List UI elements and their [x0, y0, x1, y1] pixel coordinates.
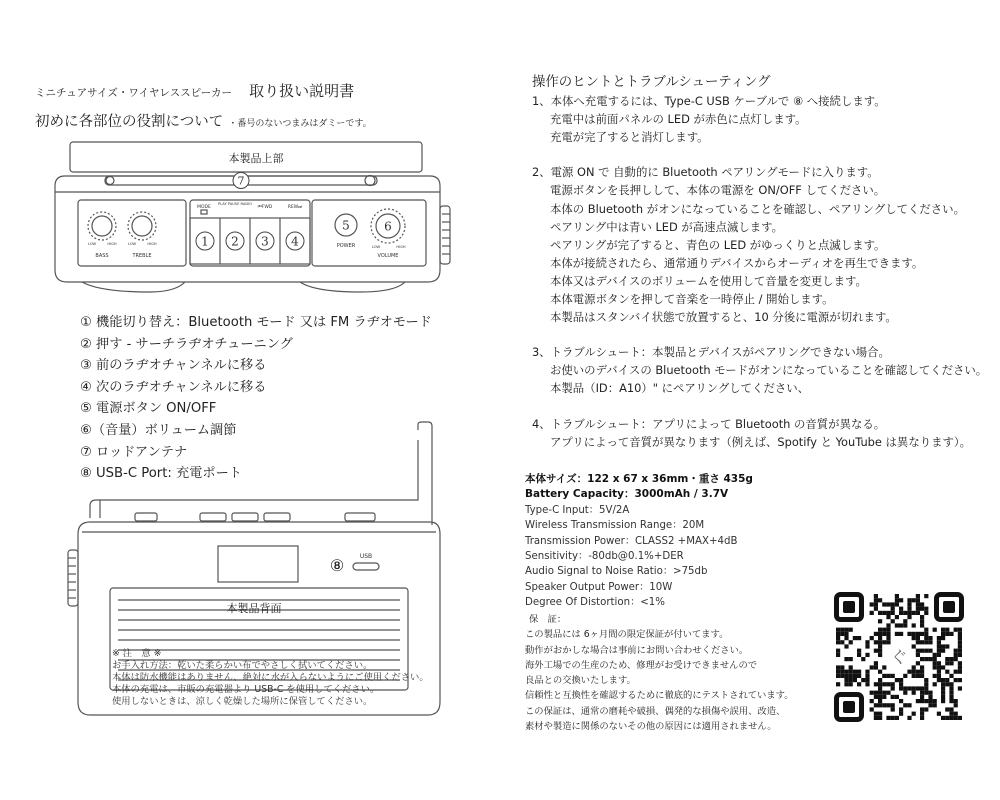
number-2: 2	[231, 234, 239, 249]
top-view-diagram	[0, 0, 480, 300]
number-1: 1	[201, 234, 209, 249]
spec-line: Audio Signal to Noise Ratio：>75db	[525, 566, 708, 578]
tip-line: 充電が完了すると消灯します。	[550, 130, 709, 145]
part-item: ① 機能切り替え：Bluetooth モード 又は FM ラヂオモード	[80, 315, 432, 330]
tip-heading: 4、トラブルシュート：アプリによって Bluetooth の音質が異なる。	[532, 416, 886, 431]
label-bass: BASS	[95, 253, 109, 259]
specs-block	[525, 472, 753, 611]
part-item: ② 押す - サーチラヂオチューニング	[80, 336, 293, 352]
spec-line: Sensitivity：-80db@0.1%+DER	[525, 551, 684, 563]
spec-line: Speaker Output Power：10W	[525, 581, 673, 593]
label-play: PLAY PAUSE RADIO	[218, 202, 252, 206]
tip-heading: 3、トラブルシュート：本製品とデバイスがペアリングできない場合。	[532, 345, 890, 360]
tip-line: 本体の Bluetooth がオンになっていることを確認し、ペアリングしてください。	[550, 201, 965, 216]
caution-line: 本体は防水機能はありません、絶対に水が入らないようにご使用ください。	[112, 672, 429, 683]
tip-line: 電源ボタンを長押しして、本体の電源を ON/OFF してください。	[550, 183, 886, 198]
caution-line: 本体の充電は、市販の充電器より USB-C を使用してください。	[112, 684, 380, 695]
warranty-line: この保証は、通常の磨耗や破損、偶発的な損傷や誤用、改造、	[525, 705, 786, 717]
spec-bold: 本体サイズ：122 x 67 x 36mm・重さ 435g	[525, 473, 753, 485]
caution-block	[112, 648, 429, 708]
usb-label: USB	[359, 553, 373, 560]
spec-line: Degree Of Distortion：<1%	[525, 597, 665, 609]
intro-note: ・番号のないつまみはダミーです。	[228, 119, 372, 129]
warranty-line: 良品との交換いたします。	[525, 675, 636, 687]
spec-line: Transmission Power：CLASS2 +MAX+4dB	[525, 535, 738, 547]
number-3: 3	[261, 234, 269, 249]
tip-heading: 1、本体へ充電するには、Type-C USB ケーブルで ⑧ へ接続します。	[532, 94, 886, 109]
label-mode: MODE	[197, 205, 211, 210]
tip-line: 本製品はスタンバイ状態で放置すると、10 分後に電源が切れます。	[550, 310, 897, 325]
number-4: 4	[291, 234, 299, 249]
label-volume-low: LOW	[371, 245, 381, 249]
tip-line: 充電中は前面パネルの LED が赤色に点灯します。	[550, 112, 807, 127]
tip-line: ペアリング中は青い LED が高速点滅します。	[550, 219, 783, 234]
label-power: POWER	[336, 243, 356, 249]
caution-title: ※ 注 意 ※	[112, 648, 162, 659]
tips-title: 操作のヒントとトラブルシューティング	[532, 75, 771, 90]
tip-line: ペアリングが完了すると、青色の LED がゆっくりと点滅します。	[550, 237, 886, 252]
tip-line: 本製品（ID：A10）" にペアリングしてください、	[550, 381, 810, 396]
label-prev: ⏮FWD	[257, 205, 273, 210]
part-item: ⑦ ロッドアンテナ	[80, 444, 188, 460]
number-6: 6	[384, 219, 392, 234]
part-item: ③ 前のラヂオチャンネルに移る	[80, 358, 267, 374]
tip-line: アプリによって音質が異なります（例えば、Spotify と YouTube は異なります）。	[550, 434, 971, 449]
label-volume-high: HIGH	[396, 245, 406, 249]
part-item: ⑥（音量）ボリューム調節	[80, 422, 237, 438]
number-7: 7	[237, 174, 245, 188]
caution-line: 使用しないときは、涼しく乾燥した場所に保管してください。	[112, 696, 373, 707]
warranty-line: 信頼性と互換性を確認するために徹底的にテストされています。	[525, 690, 794, 702]
manual-title: 取り扱い説明書	[249, 82, 355, 100]
usb-number: ⑧	[329, 556, 345, 575]
tips-section	[532, 74, 987, 451]
label-treble: TREBLE	[132, 253, 152, 259]
tip-line: 本体電源ボタンを押して音楽を一時停止 / 開始します。	[550, 292, 834, 307]
spec-bold: Battery Capacity：3000mAh / 3.7V	[525, 488, 729, 501]
qr-code[interactable]	[832, 590, 966, 724]
product-subtitle: ミニチュアサイズ・ワイヤレススピーカー	[35, 87, 232, 99]
top-view-caption: 本製品上部	[228, 152, 284, 165]
label-bass-low: LOW	[87, 242, 97, 246]
tip-line: 本体又はデバイスのボリュームを使用して音量を変更します。	[550, 273, 867, 288]
back-view-caption: 本製品背面	[226, 602, 282, 615]
warranty-line: この製品には 6ヶ月間の限定保証が付いてます。	[525, 629, 729, 641]
spec-line: Type-C Input：5V/2A	[525, 504, 630, 516]
warranty-block	[525, 612, 794, 734]
warranty-line: 動作がおかしな場合は事前にお問い合わせください。	[525, 644, 749, 656]
label-treble-low: LOW	[127, 242, 137, 246]
warranty-line: 素材や製造に関係のないその他の原因には適用されません。	[525, 721, 777, 733]
part-item: ④ 次のラヂオチャンネルに移る	[80, 379, 267, 395]
part-item: ⑤ 電源ボタン ON/OFF	[80, 401, 217, 417]
qr-logo: ぐ	[890, 648, 908, 668]
tip-line: お使いのデバイスの Bluetooth モードがオンになっていることを確認してください。	[550, 363, 988, 378]
warranty-heading: 保 証：	[529, 614, 567, 625]
label-volume: VOLUME	[377, 253, 399, 259]
caution-line: お手入れ方法：乾いた柔らかい布でやさしく拭いてください。	[112, 660, 373, 671]
label-next: REW⏭	[287, 205, 303, 210]
warranty-line: 海外工場での生産のため、修理がお受けできませんので	[525, 659, 758, 671]
label-bass-high: HIGH	[107, 242, 117, 246]
part-item: ⑧ USB-C Port: 充電ポート	[80, 466, 242, 482]
tip-heading: 2、電源 ON で 自動的に Bluetooth ペアリングモードに入ります。	[532, 165, 879, 180]
label-treble-high: HIGH	[147, 242, 157, 246]
tip-line: 本体が接続されたら、通常通りデバイスからオーディオを再生できます。	[550, 255, 924, 270]
number-5: 5	[342, 218, 350, 233]
spec-line: Wireless Transmission Range：20M	[525, 520, 705, 532]
intro-heading: 初めに各部位の役割について	[35, 114, 224, 130]
